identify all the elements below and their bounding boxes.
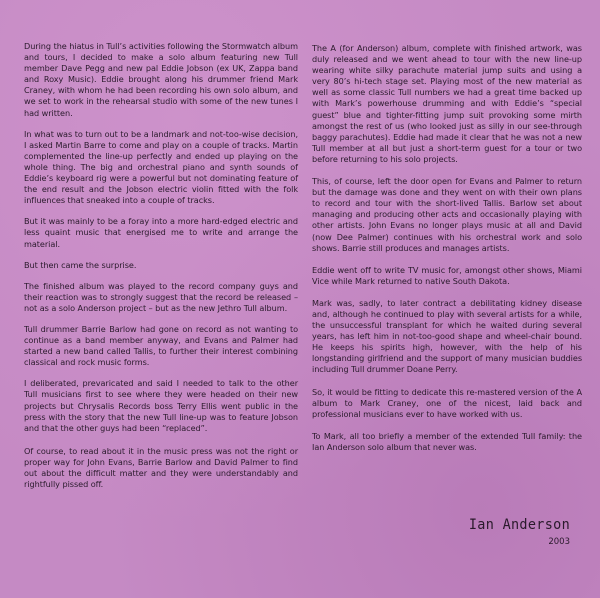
author-signature: Ian Anderson (468, 516, 570, 534)
signature-year: 2003 (548, 537, 570, 547)
paragraph: During the hiatus in Tull’s activities following the Stormwatch album and tours, I decided to make a solo album featuring new Tull member Dave Pegg and new pal Eddie Jobson (ex UK, Zappa band and Roxy Music). Eddie brought along his drummer friend Mark Craney, with whom he had been recording his own solo album, and we set to work in the rehearsal studio with some of the new tunes I had written. (24, 41, 298, 118)
paragraph: This, of course, left the door open for Evans and Palmer to return but the damage was done and they went on with their own plans to record and tour with the short-lived Tallis. Barlow set about managing and producing other acts and occasionally playing with other artists. John Evans no longer plays music at all and David (now Dee Palmer) continues with his orchestral work and solo shows. Barrie still produces and manages artists. (312, 176, 582, 253)
paragraph: I deliberated, prevaricated and said I needed to talk to the other Tull musicians first to see where they were headed on their new projects but Chrysalis Records boss Terry Ellis went public in the press with the story that the new Tull line-up was to feature Jobson and that the other guys had been “replaced”. (24, 378, 298, 433)
paragraph: Mark was, sadly, to later contract a debilitating kidney disease and, although he continued to play with several artists for a while, the unsuccessful transplant for which he waited during several years, has left him in not-too-good shape and wheel-chair bound. He keeps his spirits high, however, with the help of his longstanding girlfriend and the support of many musician buddies including Tull drummer Doane Perry. (312, 297, 582, 375)
paragraph: To Mark, all too briefly a member of the extended Tull family: the Ian Anderson solo album that never was. (312, 430, 582, 452)
paragraph: The A (for Anderson) album, complete with finished artwork, was duly released and we went ahead to tour with the new line-up wearing white silky parachute material jump suits and using a very 80’s hi-tech stage set. Playing most of the new material as well as some classic Tull numbers we had a great time backed up with Mark’s powerhouse drumming and with Eddie’s “special guest” blue and tighter-fitting jump suit provoking some mirth amongst the rest of us (who looked just as silly in our see-through baggy parachutes). Eddie had made it clear that he was not a new Tull member at all but just a short-term guest for a tour or two before returning to his solo projects. (312, 43, 582, 164)
paragraph: The finished album was played to the record company guys and their reaction was to strongly suggest that the record be released – not as a solo Anderson project – but as the new Jethro Tull album. (24, 280, 298, 313)
paragraph: But then came the surprise. (24, 259, 137, 270)
right-text-column (312, 43, 582, 464)
paragraph: Eddie went off to write TV music for, amongst other shows, Miami Vice while Mark returned to native South Dakota. (312, 264, 582, 286)
paragraph: Tull drummer Barrie Barlow had gone on record as not wanting to continue as a band member anyway, and Evans and Palmer had started a new band called Tallis, to further their interest combining classical and rock music forms. (24, 323, 298, 368)
paragraph: So, it would be fitting to dedicate this re-mastered version of the A album to Mark Craney, one of the nicest, laid back and professional musicians ever to have worked with us. (312, 386, 582, 419)
paragraph: Of course, to read about it in the music press was not the right or proper way for John Evans, Barrie Barlow and David Palmer to find out about the difficult matter and they were understandably and rightfully pissed off. (24, 445, 298, 490)
left-text-column (24, 41, 298, 500)
paragraph: But it was mainly to be a foray into a more hard-edged electric and less quaint music that energised me to write and arrange the material. (24, 216, 298, 249)
paragraph: In what was to turn out to be a landmark and not-too-wise decision, I asked Martin Barre to come and play on a couple of tracks. Martin complemented the line-up perfectly and ended up playing on the whole thing. The big and orchestral piano and synth sounds of Eddie’s keyboard rig were a powerful but not dominating feature of the end result and the Jobson electric violin fitted with the folk influences that sneaked into a couple of tracks. (24, 128, 298, 206)
signature-block (469, 518, 570, 547)
